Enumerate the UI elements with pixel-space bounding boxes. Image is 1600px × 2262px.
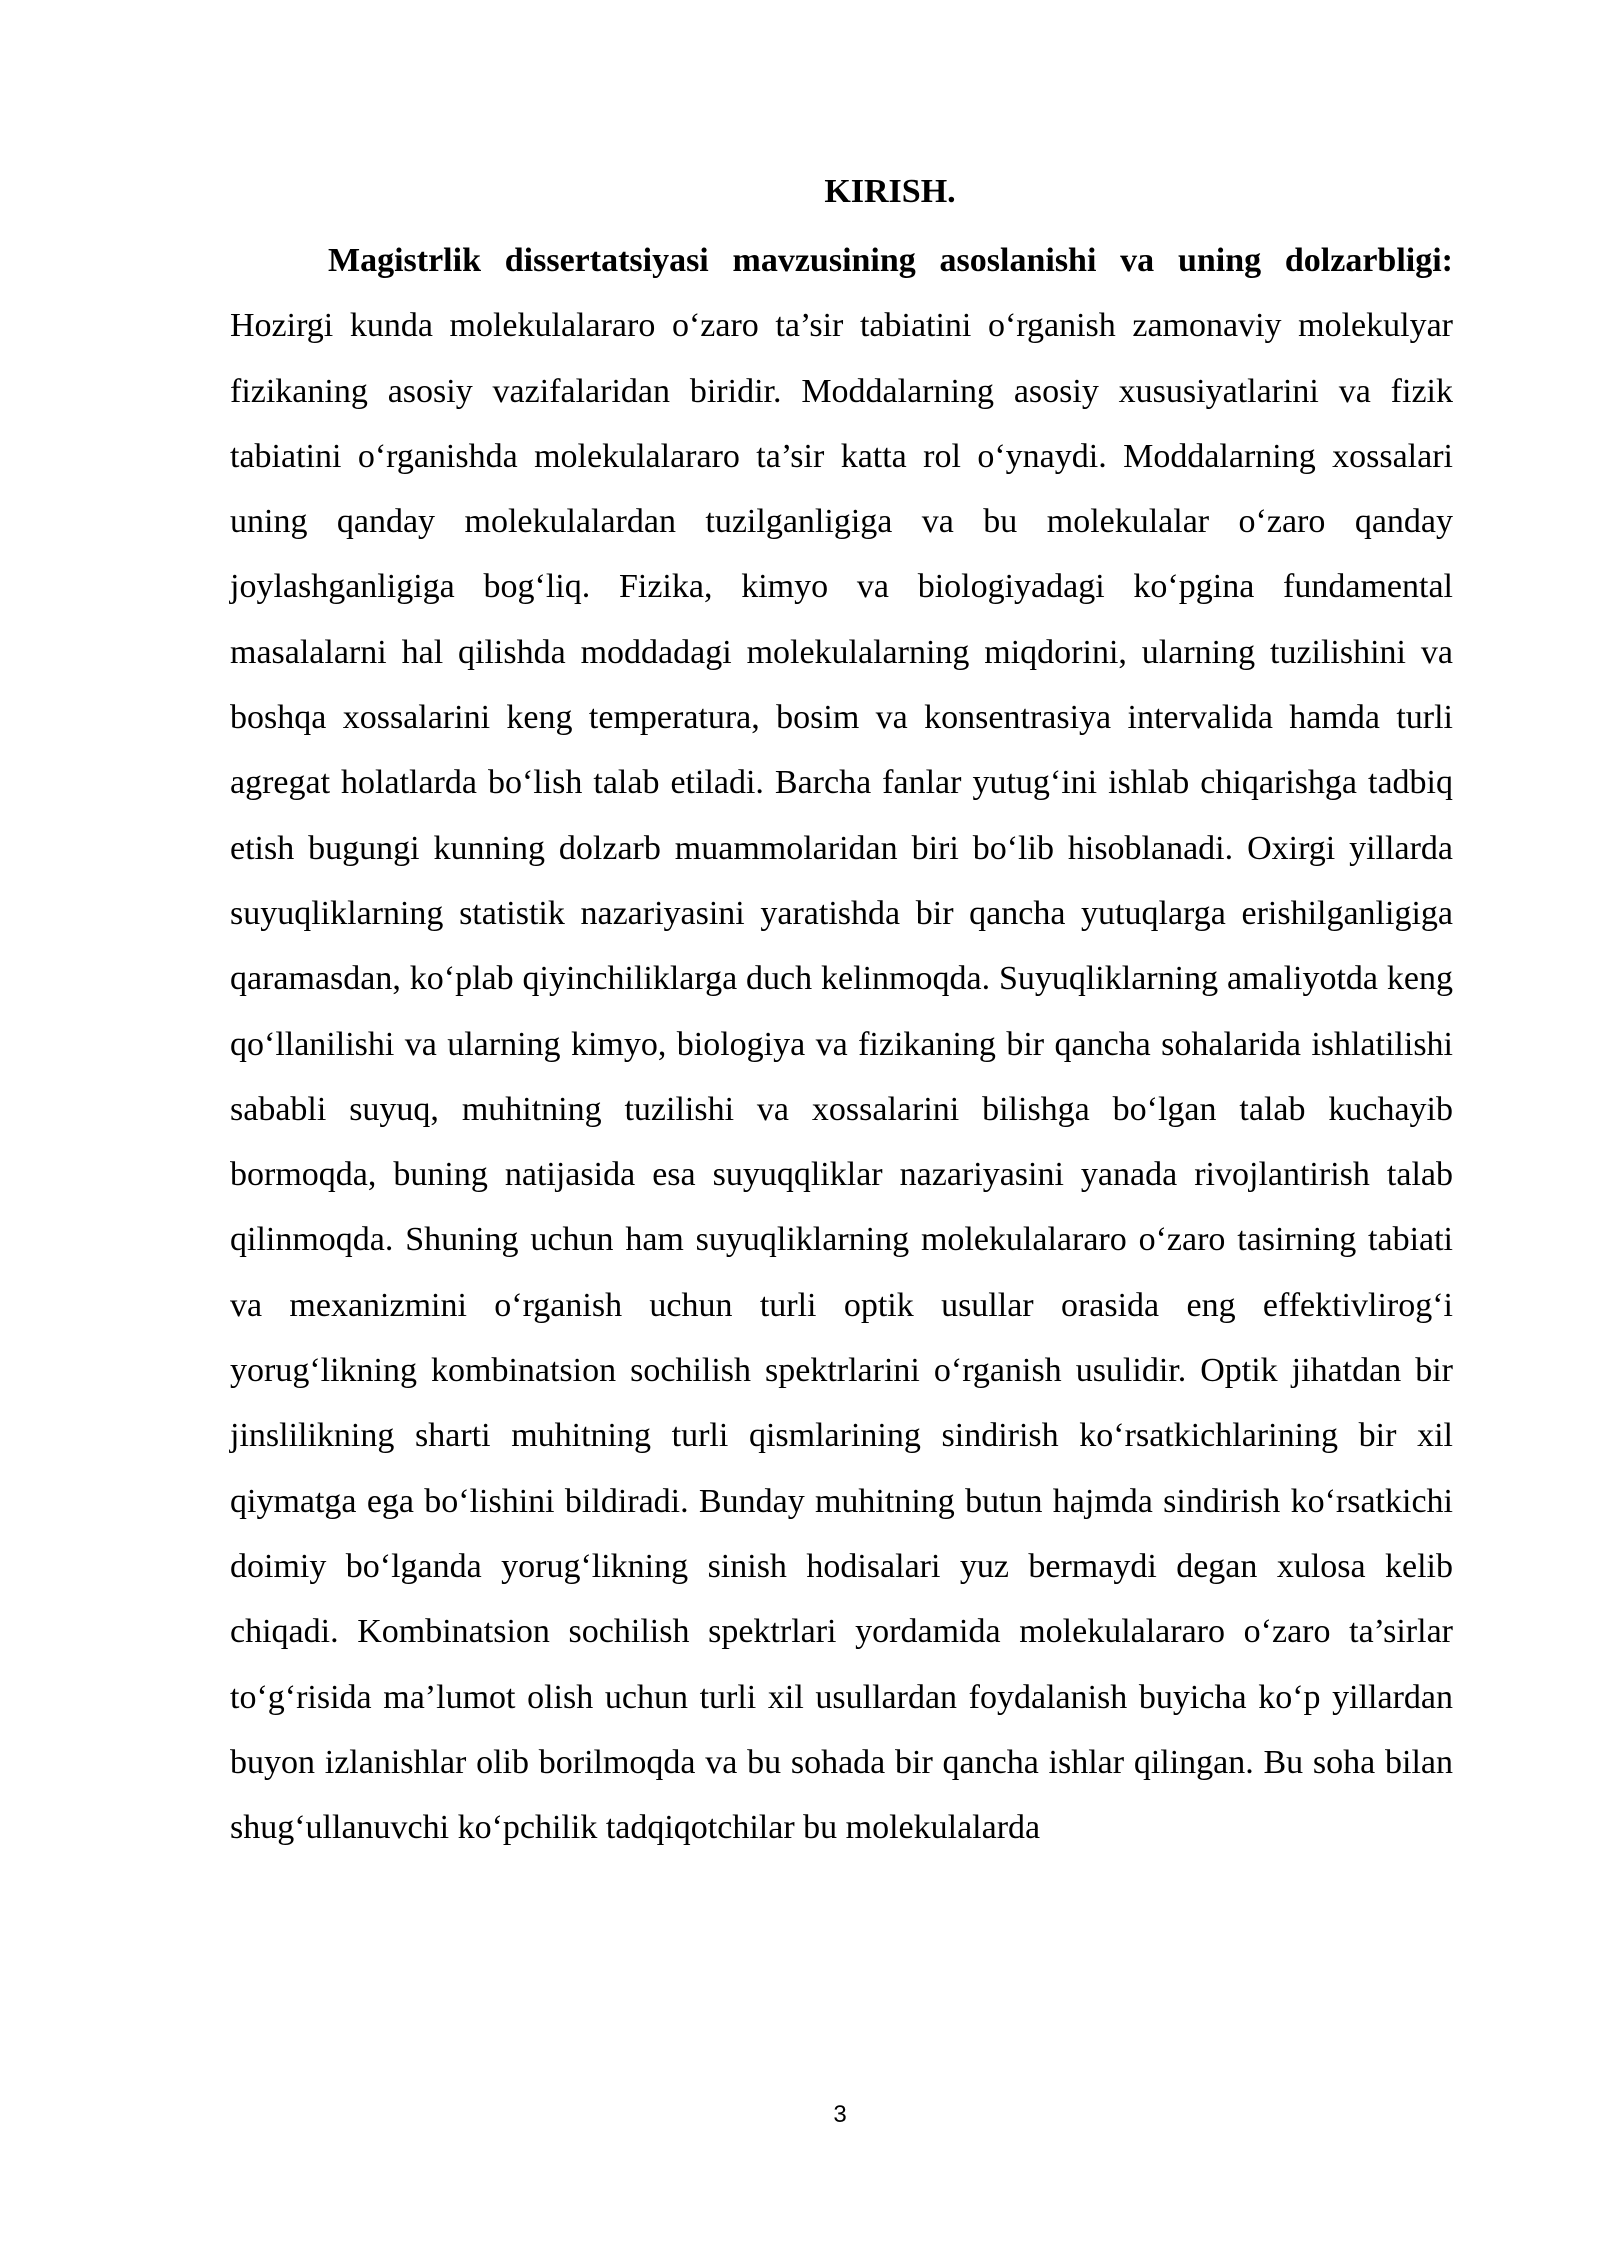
- paragraph-text: Hozirgi kunda molekulalararo o‘zaro ta’sir tabiatini o‘rganish zamonaviy molekulyar fizikaning asosiy vazifalaridan biridir. Moddalarning asosiy xususiyatlarini va fizik tabiatini o‘rganishda molekulalararo ta’sir katta rol o‘ynaydi. Moddalarning xossalari uning qanday molekulalardan tuzilganligiga va bu molekulalar o‘zaro qanday joylashganligiga bog‘liq. Fizika, kimyo va biologiyadagi ko‘pgina fundamental masalalarni hal qilishda moddadagi molekulalarning miqdorini, ularning tuzilishini va boshqa xossalarini keng temperatura, bosim va konsentrasiya intervalida hamda turli agregat holatlarda bo‘lish talab etiladi. Barcha fanlar yutug‘ini ishlab chiqarishga tadbiq etish bugungi kunning dolzarb muammolaridan biri bo‘lib hisoblanadi. Oxirgi yillarda suyuqliklarning statistik nazariyasini yaratishda bir qancha yutuqlarga erishilganligiga qaramasdan, ko‘plab qiyinchiliklarga duch kelinmoqda. Suyuqliklarning amaliyotda keng qo‘llanilishi va ularning kimyo, biologiya va fizikaning bir qancha sohalarida ishlatilishi sababli suyuq, muhitning tuzilishi va xossalarini bilishga bo‘lgan talab kuchayib bormoqda, buning natijasida esa suyuqqliklar nazariyasini yanada rivojlantirish talab qilinmoqda. Shuning uchun ham suyuqliklarning molekulalararo o‘zaro tasirning tabiati va mexanizmini o‘rganish uchun turli optik usullar orasida eng effektivlirog‘i yorug‘likning kombinatsion sochilish spektrlarini o‘rganish usulidir. Optik jihatdan bir jinslilikning sharti muhitning turli qismlarining sindirish ko‘rsatkichlarining bir xil qiymatga ega bo‘lishini bildiradi. Bunday muhitning butun hajmda sindirish ko‘rsatkichi doimiy bo‘lganda yorug‘likning sinish hodisalari yuz bermaydi degan xulosa kelib chiqadi. Kombinatsion sochilish spektrlari yordamida molekulalararo o‘zaro ta’sirlar to‘g‘risida ma’lumot olish uchun turli xil usullardan foydalanish buyicha ko‘p yillardan buyon izlanishlar olib borilmoqda va bu sohada bir qancha ishlar qilingan. Bu soha bilan shug‘ullanuvchi ko‘pchilik tadqiqotchilar bu molekulalarda: [230, 307, 1453, 1847]
- body-paragraph: [230, 228, 1453, 1860]
- lead-bold-text: Magistrlik dissertatsiyasi mavzusining asoslanishi va uning dolzarbligi:: [328, 242, 1453, 279]
- section-heading: KIRISH.: [824, 173, 956, 210]
- page-number: 3: [833, 2101, 847, 2128]
